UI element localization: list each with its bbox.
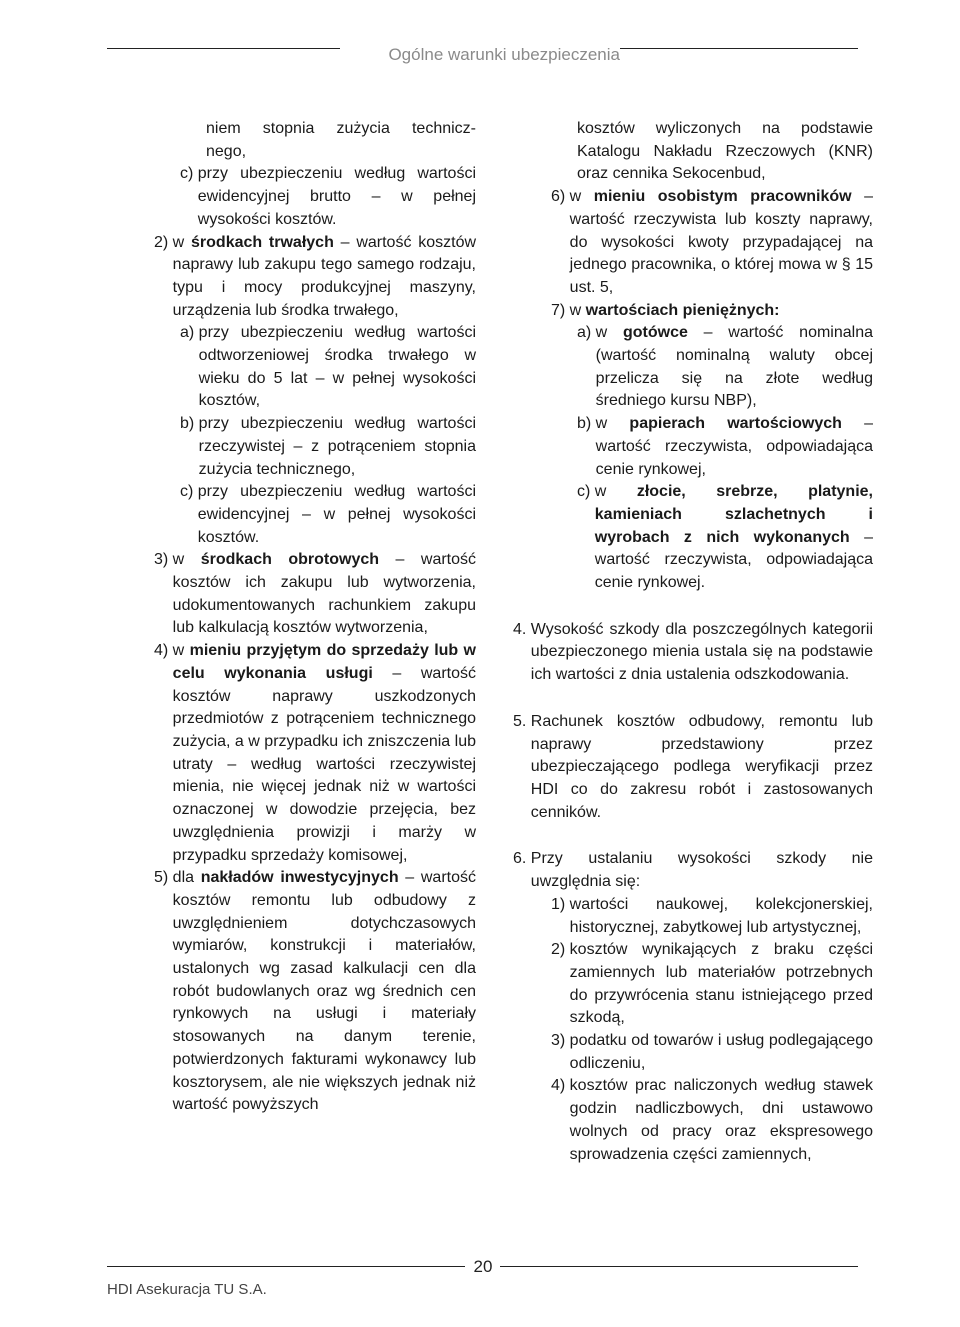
item-number: 5) [154, 869, 173, 887]
item-term: wartościach pieniężnych: [585, 301, 780, 319]
item-text: przy ubezpieczeniu według wartości odtworzeniowej środka trwałego w wieku do 5 lat – w pełnej wysokości kosztów, [198, 324, 476, 410]
header [340, 45, 620, 67]
footer-company: HDI Asekuracja TU S.A. [107, 1281, 267, 1298]
item-number: c) [180, 483, 198, 501]
page-number: 20 [473, 1257, 493, 1276]
item-text: przy ubezpieczeniu według wartości ewidencyjnej – w pełnej wysokości kosztów. [197, 483, 476, 546]
header-title: Ogólne warunki ubezpieczenia [380, 45, 620, 64]
left-column [142, 118, 476, 1117]
item-term: nakładów inwestycyjnych [200, 869, 399, 887]
item-text: w środkach obrotowych – wartość kosztów ich zakupu lub wytworzenia, udokumentowanych rachunkiem zakupu lub kalkulacją kosztów wytworzenia, [172, 551, 477, 637]
item-text: podatku od towarów i usług podlegającego odliczeniu, [569, 1032, 873, 1072]
paragraph [513, 711, 873, 825]
item-term: złocie, srebrze, platynie, kamieniach szlachetnych i wyrobach z nich wykonanych [594, 483, 873, 546]
paragraph [513, 619, 873, 687]
paragraph-number: 4. [513, 620, 531, 638]
item-term: mieniu przyjętym do sprzedaży lub w celu wykonania usługi [172, 642, 476, 682]
list-item [142, 413, 476, 481]
list-item [142, 481, 476, 549]
item-number: 6) [551, 188, 570, 206]
list-item [513, 481, 873, 595]
item-number: c) [180, 165, 198, 183]
item-number: c) [577, 483, 595, 501]
item-number: 1) [551, 895, 570, 913]
list-item [513, 1030, 873, 1075]
footer-rule-left [107, 1266, 465, 1267]
item-number: 7) [551, 301, 570, 319]
item-number: b) [180, 415, 199, 433]
item-text: dla nakładów inwestycyjnych – wartość kosztów remontu lub odbudowy z uwzględnieniem dotychczasowych wymiarów, konstrukcji i materiałów, ustalonych wg zasad kalkulacji cen dla robót budowlanych oraz wg średnich cen rynkowych na usługi i materiały stosowanych na danym terenie, potwierdzonych fakturami wykonawcy lub kosztorysem, ale nie większych jednak niż wartość powyższych [172, 869, 476, 1114]
list-item [513, 1075, 873, 1166]
right-column [513, 118, 873, 1166]
list-item [513, 322, 873, 413]
item-text: w papierach wartościowych – wartość rzeczywista, odpowiadająca cenie rynkowej, [595, 415, 873, 478]
item-term: gotówce [622, 324, 688, 342]
list-item [142, 640, 476, 867]
item-term: środkach obrotowych [200, 551, 380, 569]
item-text: w złocie, srebrze, platynie, kamieniach szlachetnych i wyrobach z nich wykonanych – wartość rzeczywista, odpowiadająca cenie rynkowej. [594, 483, 873, 592]
list-item [513, 894, 873, 939]
item-number: 4) [551, 1077, 570, 1095]
list-item [142, 163, 476, 231]
item-number: b) [577, 415, 596, 433]
continuation-text: kosztów wyliczonych na podstawie Katalogu Nakładu Rzeczowych (KNR) oraz cennika Sekocenbud, [577, 120, 873, 183]
item-text: w wartościach pieniężnych: [569, 301, 780, 319]
footer-rule-right [500, 1266, 858, 1267]
item-number: 2) [154, 233, 173, 251]
item-number: 3) [154, 551, 173, 569]
item-term: papierach wartościowych [629, 415, 842, 433]
list-item [513, 413, 873, 481]
list-item [142, 322, 476, 413]
item-term: środkach trwałych [191, 233, 334, 251]
continuation-line: nego, [206, 142, 247, 160]
item-number: a) [180, 324, 199, 342]
item-text: w gotówce – wartość nominalna (wartość nominalną waluty obcej przelicza się na złote według średniego kursu NBP), [595, 324, 873, 410]
list-item [142, 549, 476, 640]
item-text: kosztów prac naliczonych według stawek godzin nadliczbowych, dni ustawowo wolnych od pracy oraz ekspresowego sprowadzenia części zamiennych, [569, 1077, 873, 1163]
list-item [513, 939, 873, 1030]
item-text: w środkach trwałych – wartość kosztów naprawy lub zakupu tego samego rodzaju, typu i mocy produkcyjnej maszyny, urządzenia lub środka trwałego, [172, 233, 477, 319]
paragraph [513, 848, 873, 893]
item-number: 4) [154, 642, 173, 660]
continuation-line: niem stopnia zużycia technicz- [206, 120, 476, 137]
item-number: 3) [551, 1032, 570, 1050]
item-number: a) [577, 324, 596, 342]
item-text: przy ubezpieczeniu według wartości ewidencyjnej brutto – w pełnej wysokości kosztów. [197, 165, 476, 228]
item-text: w mieniu osobistym pracowników – wartość rzeczywista lub koszty naprawy, do wysokości kwoty przypadającej na jednego pracownika, o której mowa w § 15 ust. 5, [569, 188, 874, 296]
paragraph-text: Wysokość szkody dla poszczególnych kategorii ubezpieczonego mienia ustala się na podstawie ich wartości z dnia ustalenia odszkodowania. [530, 620, 873, 684]
paragraph-text: Rachunek kosztów odbudowy, remontu lub naprawy przedstawiony przez ubezpieczającego podlega weryfikacji przez HDI co do zakresu robót i zastosowanych cenników. [530, 712, 873, 821]
list-item [513, 300, 873, 323]
list-item [513, 186, 873, 300]
list-item [142, 867, 476, 1117]
item-text: przy ubezpieczeniu według wartości rzeczywistej – z potrąceniem stopnia zużycia technicznego, [198, 415, 476, 478]
list-item [142, 232, 476, 323]
paragraph-text: Przy ustalaniu wysokości szkody nie uwzględnia się: [530, 850, 873, 891]
item-text: w mieniu przyjętym do sprzedaży lub w celu wykonania usługi – wartość kosztów naprawy uszkodzonych przedmiotów z potrąceniem technicznego zużycia, a w przypadku ich zniszczenia lub utraty – według wartości rzeczywistej mienia, nie więcej jednak niż w wartości oznaczonej w dowodzie przejęcia, bez uwzględnienia prowizji i marży w przypadku sprzedaży komisowej, [172, 642, 476, 864]
item-text: kosztów wynikających z braku części zamiennych lub materiałów potrzebnych do przywrócenia stanu istniejącego przed szkodą, [569, 941, 873, 1027]
paragraph-number: 5. [513, 712, 531, 730]
item-number: 2) [551, 941, 570, 959]
item-term: mieniu osobistym pracowników [593, 188, 852, 206]
item-text: wartości naukowej, kolekcjonerskiej, historycznej, zabytkowej lub artystycznej, [569, 895, 873, 936]
paragraph-number: 6. [513, 850, 531, 868]
